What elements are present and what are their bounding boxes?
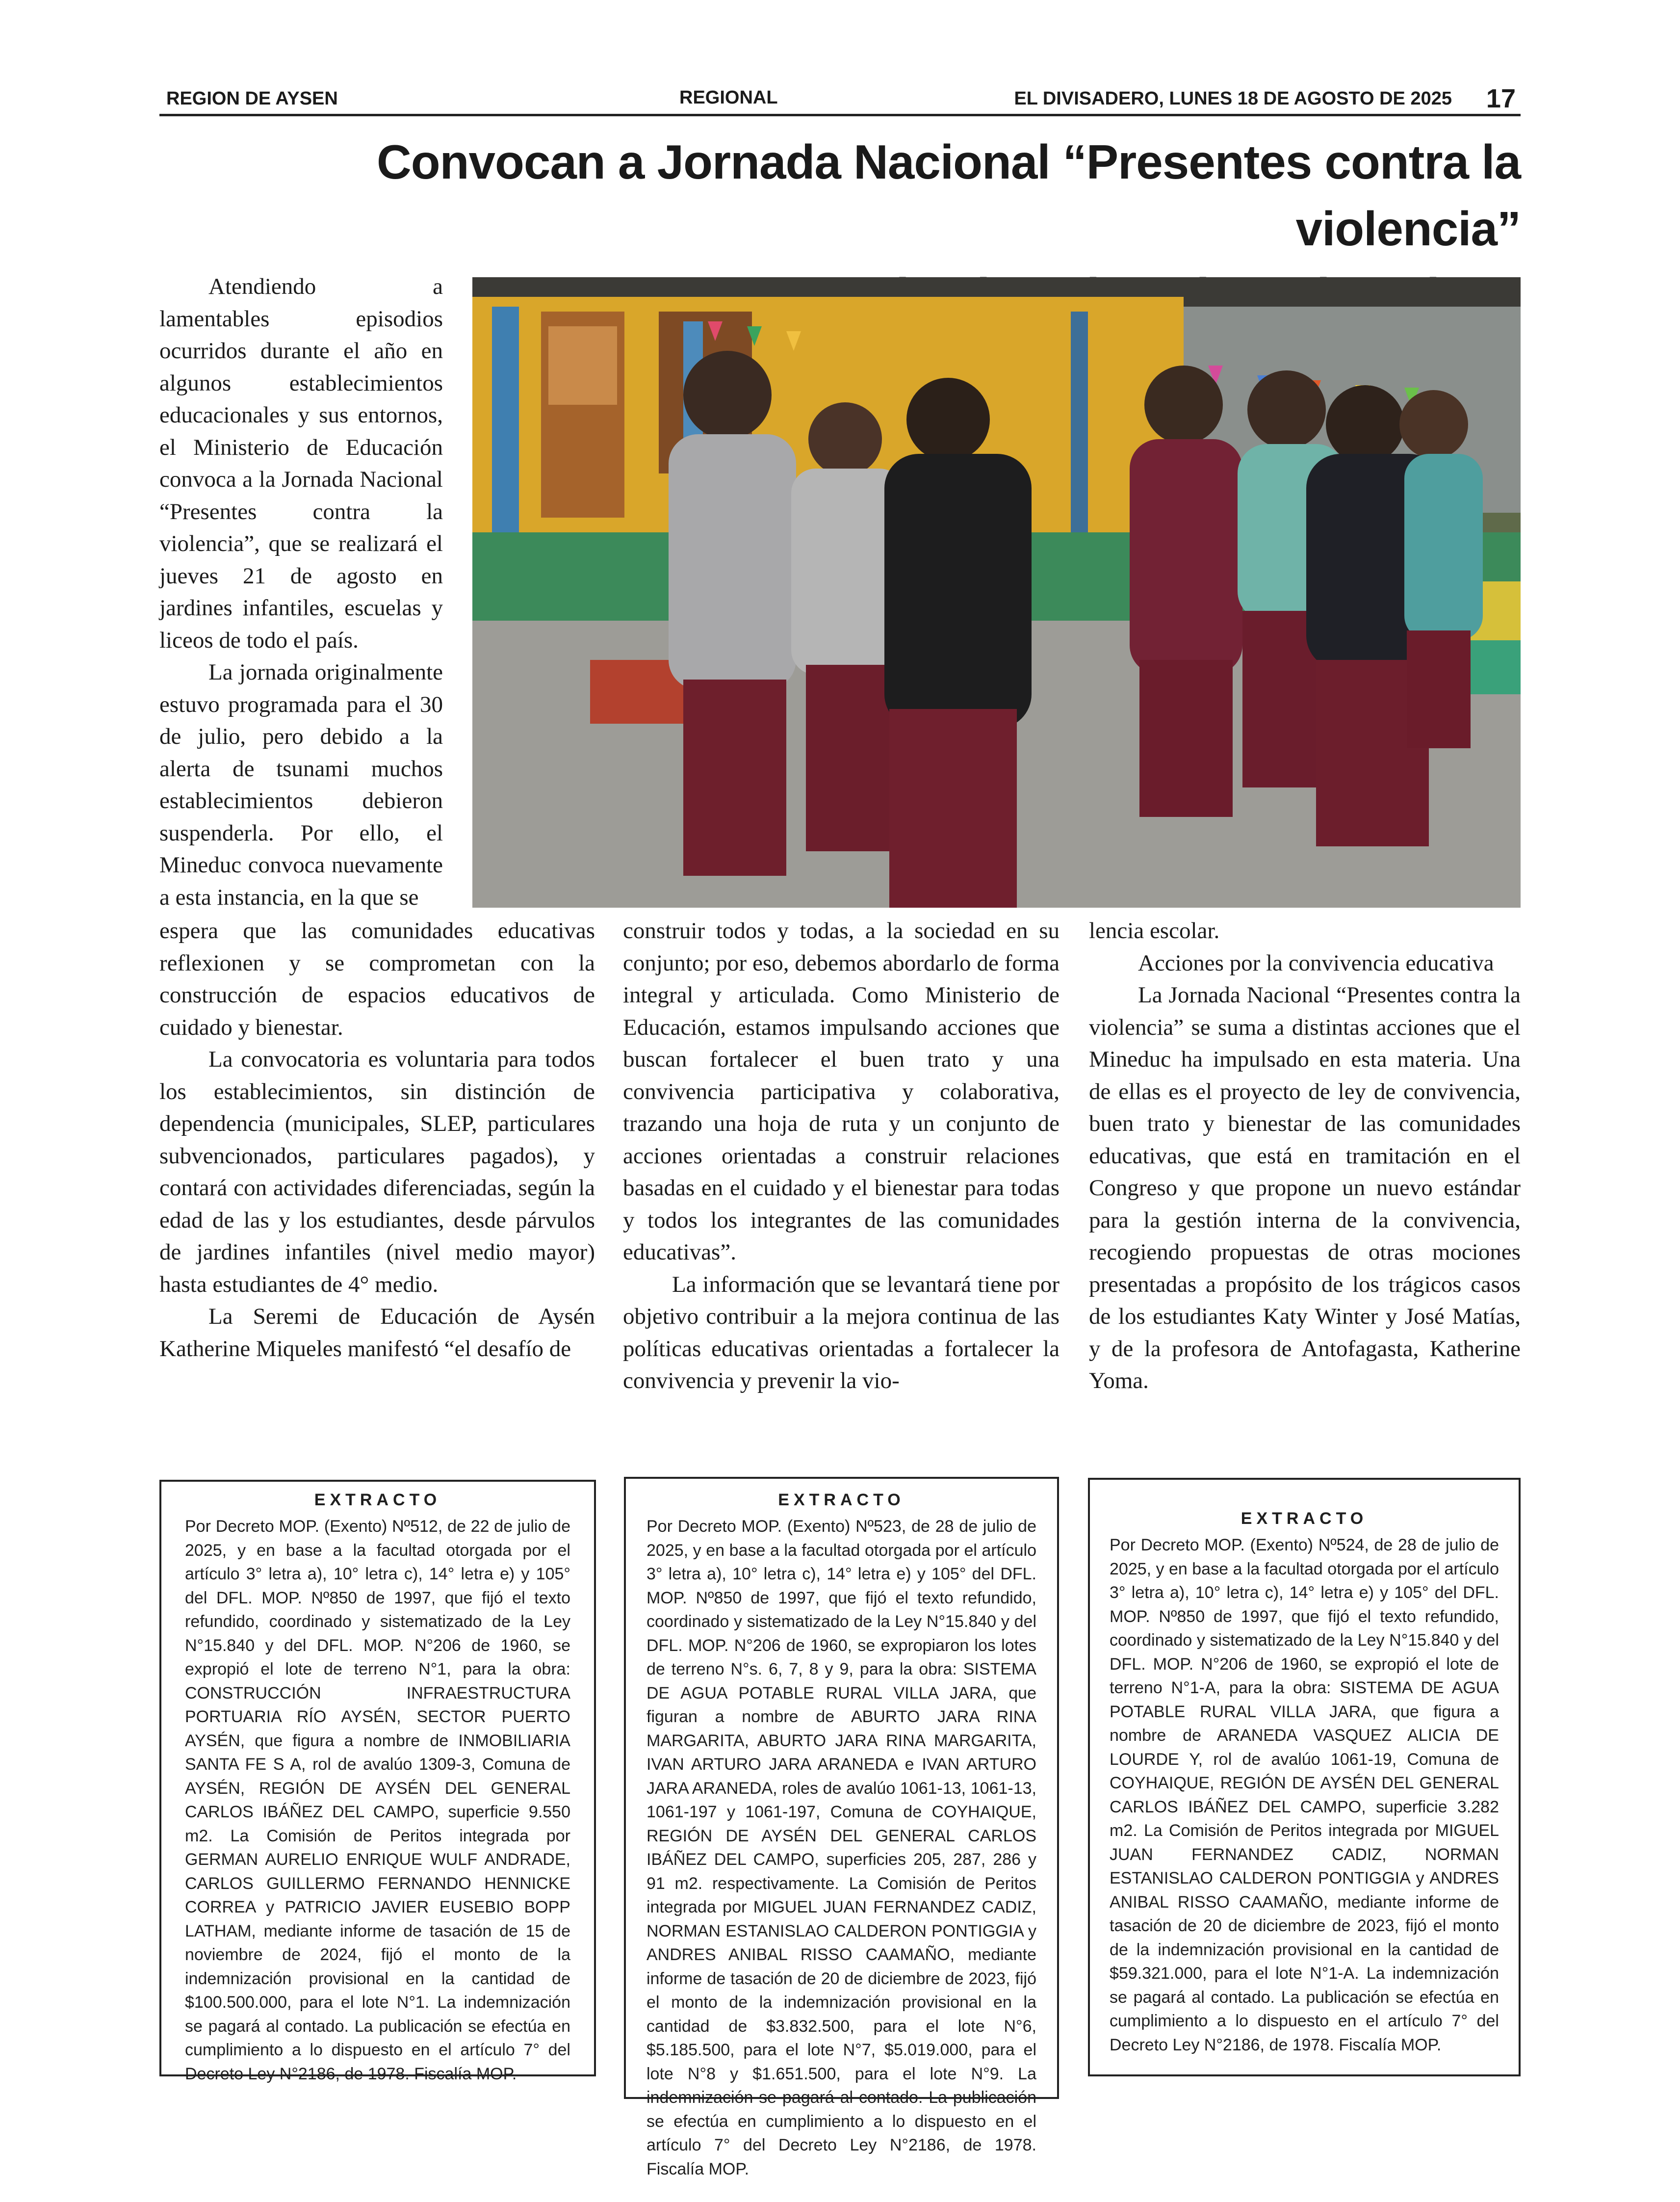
- legal-notice-title: EXTRACTO: [1241, 1509, 1368, 1528]
- paragraph: La Seremi de Educación de Aysén Katherine Miqueles manifestó “el desafío de: [159, 1304, 595, 1362]
- section-label: REGION DE AYSEN: [166, 88, 338, 109]
- article-column-top: [159, 271, 443, 914]
- article-column-2: [623, 915, 1060, 1397]
- paragraph: La Jornada Nacional “Presentes contra la violencia” se suma a distintas acciones que el Mineduc ha impulsado en esta materia. Una de ellas es el proyecto de ley de convivencia, buen trato y bienestar de las comunidades educativas, que está en tramitación en el Congreso y que propone un nuevo estándar para la gestión interna de la convivencia, recogiendo propuestas de otras mociones presentadas a propósito de los trágicos casos de los estudiantes Katy Winter y José Matías, y de la profesora de Antofagasta, Katherine Yoma.: [1089, 982, 1521, 1393]
- legal-notice-title: EXTRACTO: [314, 1491, 441, 1509]
- edition-date: EL DIVISADERO, LUNES 18 DE AGOSTO DE 2025: [1014, 88, 1452, 109]
- legal-notice-3: [1088, 1478, 1521, 2076]
- paragraph: Atendiendo a lamentables episodios ocurridos durante el año en algunos establecimientos educacionales y sus entornos, el Ministerio de Educación convoca a la Jornada Nacional “Presentes contra la violencia”, que se realizará el jueves 21 de agosto en jardines infantiles, escuelas y liceos de todo el país.: [159, 274, 443, 653]
- article-column-3: [1089, 915, 1521, 1397]
- legal-notice-text: Por Decreto MOP. (Exento) Nº524, de 28 de julio de 2025, y en base a la facultad otorgada por el artículo 3° letra a), 10° letra c), 14° letra e) y 105° del DFL. MOP. Nº850 de 1997, que fijó el texto refundido, coordinado y sistematizado de la Ley N°15.840 y del DFL. MOP. N°206 de 1960, se expropió el lote de terreno N°1-A, para la obra: SISTEMA DE AGUA POTABLE RURAL VILLA JARA, que figura a nombre de ARANEDA VASQUEZ ALICIA DE LOURDE Y, rol de avalúo 1061-19, Comuna de COYHAIQUE, REGIÓN DE AYSÉN DEL GENERAL CARLOS IBÁÑEZ DEL CAMPO, superficie 3.282 m2. La Comisión de Peritos integrada por MIGUEL JUAN FERNANDEZ CADIZ, NORMAN ESTANISLAO CALDERON PONTIGGIA y ANDRES ANIBAL RISSO CAAMAÑO, mediante informe de tasación de 20 de diciembre de 2023, fijó el monto de la indemnización provisional en la cantidad de $59.321.000, para el lote N°1-A. La indemnización se pagará al contado. La publicación se efectúa en cumplimiento a lo dispuesto en el artículo 7° del Decreto Ley N°2186, de 1978. Fiscalía MOP.: [1110, 1536, 1499, 2054]
- page-header: [159, 83, 1521, 116]
- article-photo: [472, 277, 1521, 908]
- legal-notice-text: Por Decreto MOP. (Exento) Nº523, de 28 de julio de 2025, y en base a la facultad otorgada por el artículo 3° letra a), 10° letra c), 14° letra e) y 105° del DFL. MOP. Nº850 de 1997, que fijó el texto refundido, coordinado y sistematizado de la Ley N°15.840 y del DFL. MOP. N°206 de 1960, se expropiaron los lotes de terreno N°s. 6, 7, 8 y 9, para la obra: SISTEMA DE AGUA POTABLE RURAL VILLA JARA, que figuran a nombre de ABURTO JARA RINA MARGARITA, ABURTO JARA RINA MARGARITA, IVAN ARTURO JARA ARANEDA e IVAN ARTURO JARA ARANEDA, roles de avalúo 1061-13, 1061-13, 1061-197 y 1061-197, Comuna de COYHAIQUE, REGIÓN DE AYSÉN DEL GENERAL CARLOS IBÁÑEZ DEL CAMPO, superficies 205, 287, 286 y 91 m2. respectivamente. La Comisión de Peritos integrada por MIGUEL JUAN FERNANDEZ CADIZ, NORMAN ESTANISLAO CALDERON PONTIGGIA y ANDRES ANIBAL RISSO CAAMAÑO, mediante informe de tasación de 20 de diciembre de 2023, fijó el monto de la indemnización provisional en la cantidad de $3.832.500, para el lote N°6, $5.185.500, para el lote N°7, $5.019.000, para el lote N°8 y $1.651.500, para el lote N°9. La indemnización se pagará al contado. La publicación se efectúa en cumplimiento a lo dispuesto en el artículo 7° del Decreto Ley N°2186, de 1978. Fiscalía MOP.: [646, 1517, 1036, 2178]
- legal-notice-text: Por Decreto MOP. (Exento) Nº512, de 22 de julio de 2025, y en base a la facultad otorgada por el artículo 3° letra a), 10° letra c), 14° letra e) y 105° del DFL. MOP. Nº850 de 1997, que fijó el texto refundido, coordinado y sistematizado de la Ley N°15.840 y del DFL. MOP. N°206 de 1960, se expropió el lote de terreno N°1, para la obra: CONSTRUCCIÓN INFRAESTRUCTURA PORTUARIA RÍO AYSÉN, SECTOR PUERTO AYSÉN, que figura a nombre de INMOBILIARIA SANTA FE S A, rol de avalúo 1309-3, Comuna de AYSÉN, REGIÓN DE AYSÉN DEL GENERAL CARLOS IBÁÑEZ DEL CAMPO, superficie 9.550 m2. La Comisión de Peritos integrada por GERMAN AURELIO ENRIQUE WULF ANDRADE, CARLOS GUILLERMO FERNANDO HENNICKE CORREA y PATRICIO JAVIER EUSEBIO BOPP LATHAM, mediante informe de tasación de 15 de noviembre de 2024, fijó el monto de la indemnización provisional en la cantidad de $100.500.000, para el lote N°1. La indemnización se pagará al contado. La publicación se efectúa en cumplimiento a lo dispuesto en el artículo 7° del Decreto Ley N°2186, de 1978. Fiscalía MOP.: [185, 1517, 570, 2083]
- paragraph: lencia escolar.: [1089, 918, 1220, 944]
- students-photo-illustration: [472, 277, 1521, 908]
- legal-notice-title: EXTRACTO: [778, 1491, 905, 1509]
- category-label: REGIONAL: [679, 87, 778, 108]
- page-number: 17: [1486, 84, 1516, 113]
- article-column-1: [159, 915, 595, 1365]
- paragraph: La convocatoria es voluntaria para todos los establecimientos, sin distinción de dependencia (municipales, SLEP, particulares subvencionados, particulares pagados), y contará con actividades diferenciadas, según la edad de las y los estudiantes, desde párvulos de jardines infantiles (nivel medio mayor) hasta estudiantes de 4° medio.: [159, 1047, 595, 1297]
- paragraph: La información que se levantará tiene por objetivo contribuir a la mejora continua de las políticas educativas orientadas a fortalecer la convivencia y prevenir la vio-: [623, 1271, 1060, 1393]
- headline-line-1: Convocan a Jornada Nacional “Presentes contra la violencia”: [376, 135, 1521, 256]
- subheading: Acciones por la convivencia educativa: [1138, 950, 1494, 976]
- paragraph: espera que las comunidades educativas reflexionen y se comprometan con la construcción de espacios educativos de cuidado y bienestar.: [159, 918, 595, 1040]
- paragraph: La jornada originalmente estuvo programada para el 30 de julio, pero debido a la alerta de tsunami muchos establecimientos debieron suspenderla. Por ello, el Mineduc convoca nuevamente a esta instancia, en la que se: [159, 659, 443, 910]
- legal-notice-1: [159, 1480, 596, 2083]
- paragraph: construir todos y todas, a la sociedad en su conjunto; por eso, debemos abordarlo de forma integral y articulada. Como Ministerio de Educación, estamos impulsando acciones que buscan fortalecer el buen trato y una convivencia participativa y colaborativa, trazando una hoja de ruta y un conjunto de acciones orientadas a construir relaciones basadas en el cuidado y el bienestar para todas y todos los integrantes de las comunidades educativas”.: [623, 918, 1060, 1265]
- legal-notice-2: [624, 1477, 1059, 2178]
